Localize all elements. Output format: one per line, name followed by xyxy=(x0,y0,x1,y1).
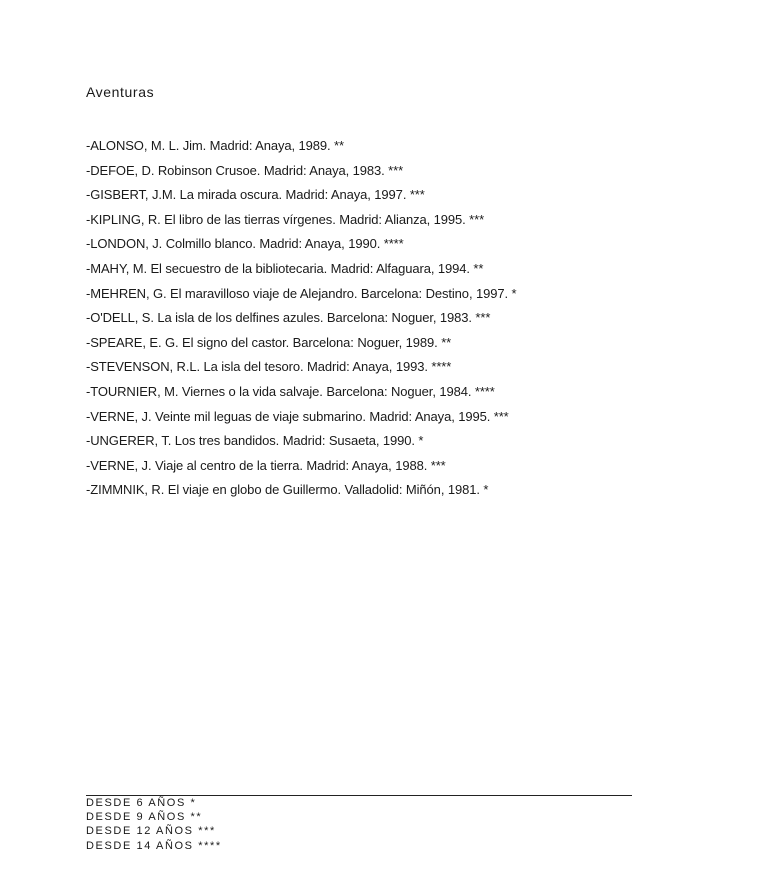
legend-item: DESDE 6 AÑOS * xyxy=(86,797,197,809)
bibliography-entry: -KIPLING, R. El libro de las tierras vírgenes. Madrid: Alianza, 1995. *** xyxy=(86,211,485,227)
bibliography-entry: -MAHY, M. El secuestro de la bibliotecaria. Madrid: Alfaguara, 1994. ** xyxy=(86,260,484,276)
section-title: Aventuras xyxy=(86,84,155,100)
bibliography-entry: -O'DELL, S. La isla de los delfines azules. Barcelona: Noguer, 1983. *** xyxy=(86,310,491,326)
bibliography-entry: -STEVENSON, R.L. La isla del tesoro. Madrid: Anaya, 1993. **** xyxy=(86,359,452,375)
age-legend xyxy=(86,796,222,853)
bibliography-entry: -ALONSO, M. L. Jim. Madrid: Anaya, 1989. ** xyxy=(86,138,344,153)
bibliography-entry: -VERNE, J. Viaje al centro de la tierra. Madrid: Anaya, 1988. *** xyxy=(86,457,446,473)
bibliography-entry: -GISBERT, J.M. La mirada oscura. Madrid: Anaya, 1997. *** xyxy=(86,187,425,203)
bibliography-entry: -UNGERER, T. Los tres bandidos. Madrid: Susaeta, 1990. * xyxy=(86,433,424,449)
bibliography-entry: -DEFOE, D. Robinson Crusoe. Madrid: Anaya, 1983. *** xyxy=(86,162,404,178)
bibliography-entry: -VERNE, J. Veinte mil leguas de viaje submarino. Madrid: Anaya, 1995. *** xyxy=(86,408,509,424)
legend-item: DESDE 14 AÑOS **** xyxy=(86,839,222,852)
bibliography-list xyxy=(86,134,516,503)
bibliography-entry: -SPEARE, E. G. El signo del castor. Barcelona: Noguer, 1989. ** xyxy=(86,334,452,350)
bibliography-entry: -TOURNIER, M. Viernes o la vida salvaje. Barcelona: Noguer, 1984. **** xyxy=(86,383,495,399)
bibliography-entry: -MEHREN, G. El maravilloso viaje de Alejandro. Barcelona: Destino, 1997. * xyxy=(86,285,517,301)
bibliography-entry: -LONDON, J. Colmillo blanco. Madrid: Anaya, 1990. **** xyxy=(86,236,404,252)
legend-item: DESDE 9 AÑOS ** xyxy=(86,811,203,824)
bibliography-entry: -ZIMMNIK, R. El viaje en globo de Guillermo. Valladolid: Miñón, 1981. * xyxy=(86,482,489,498)
legend-item: DESDE 12 AÑOS *** xyxy=(86,825,216,838)
